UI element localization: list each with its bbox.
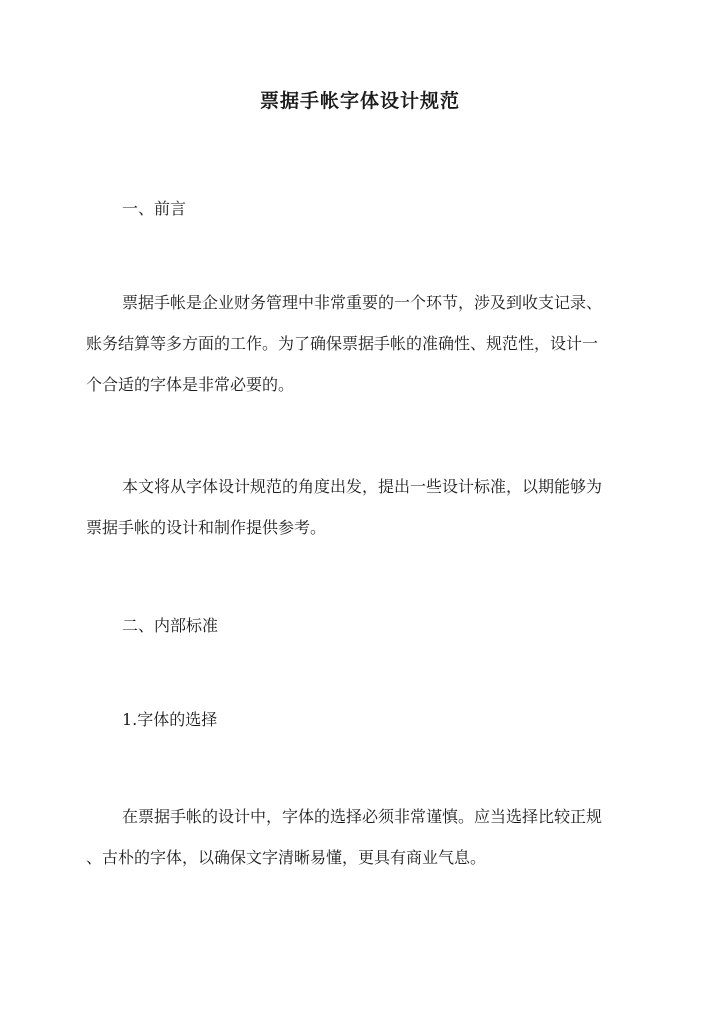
paragraph-intro [86, 282, 636, 405]
paragraph-line: 个合适的字体是非常必要的。 [86, 375, 295, 394]
page-title: 票据手帐字体设计规范 [259, 90, 460, 112]
paragraph-line: 本文将从字体设计规范的角度出发，提出一些设计标准，以期能够为 [122, 477, 603, 496]
paragraph-font-selection [86, 796, 636, 878]
paragraph-line: 票据手帐的设计和制作提供参考。 [86, 518, 327, 537]
paragraph-line: 账务结算等多方面的工作。为了确保票据手帐的准确性、规范性，设计一 [86, 334, 599, 353]
paragraph-purpose [86, 466, 636, 548]
paragraph-line: 票据手帐是企业财务管理中非常重要的一个环节，涉及到收支记录、 [122, 293, 603, 312]
subsection-heading-font-selection: 1.字体的选择 [122, 710, 218, 729]
paragraph-line: 、古朴的字体，以确保文字清晰易懂，更具有商业气息。 [86, 848, 487, 867]
section-heading-internal-standards: 二、内部标准 [122, 616, 219, 635]
section-heading-preface: 一、前言 [122, 199, 187, 218]
paragraph-line: 在票据手帐的设计中，字体的选择必须非常谨慎。应当选择比较正规 [122, 807, 603, 826]
